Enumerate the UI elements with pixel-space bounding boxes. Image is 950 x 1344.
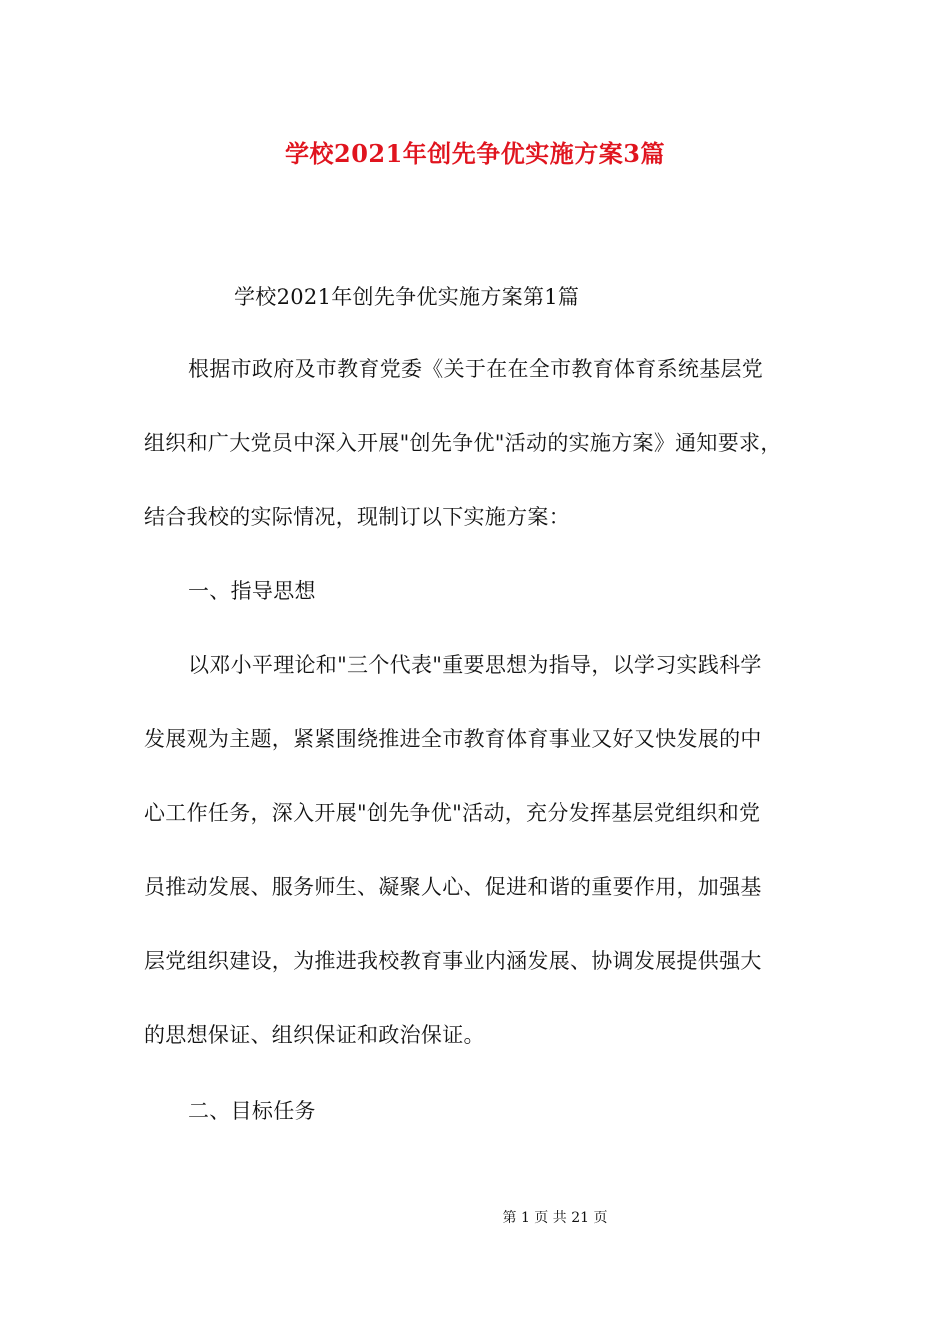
paragraph-line: 组织和广大党员中深入开展"创先争优"活动的实施方案》通知要求， [144, 431, 782, 455]
paragraph-line: 根据市政府及市教育党委《关于在在全市教育体育系统基层党 [188, 357, 764, 381]
section-heading: 一、指导思想 [188, 579, 316, 603]
page-number-footer: 第 1 页 共 21 页 [502, 1210, 608, 1226]
section-heading: 学校2021年创先争优实施方案第1篇 [234, 285, 580, 309]
paragraph-line: 发展观为主题，紧紧围绕推进全市教育体育事业又好又快发展的中 [144, 727, 762, 751]
paragraph-line: 员推动发展、服务师生、凝聚人心、促进和谐的重要作用，加强基 [144, 875, 762, 899]
section-heading: 二、目标任务 [188, 1099, 316, 1123]
paragraph-line: 心工作任务，深入开展"创先争优"活动，充分发挥基层党组织和党 [144, 801, 761, 825]
paragraph-line: 结合我校的实际情况，现制订以下实施方案： [144, 505, 570, 529]
document-title: 学校2021年创先争优实施方案3篇 [285, 139, 665, 168]
paragraph-line: 的思想保证、组织保证和政治保证。 [144, 1023, 485, 1047]
paragraph-line: 层党组织建设，为推进我校教育事业内涵发展、协调发展提供强大 [144, 949, 762, 973]
paragraph-line: 以邓小平理论和"三个代表"重要思想为指导，以学习实践科学 [188, 653, 762, 677]
